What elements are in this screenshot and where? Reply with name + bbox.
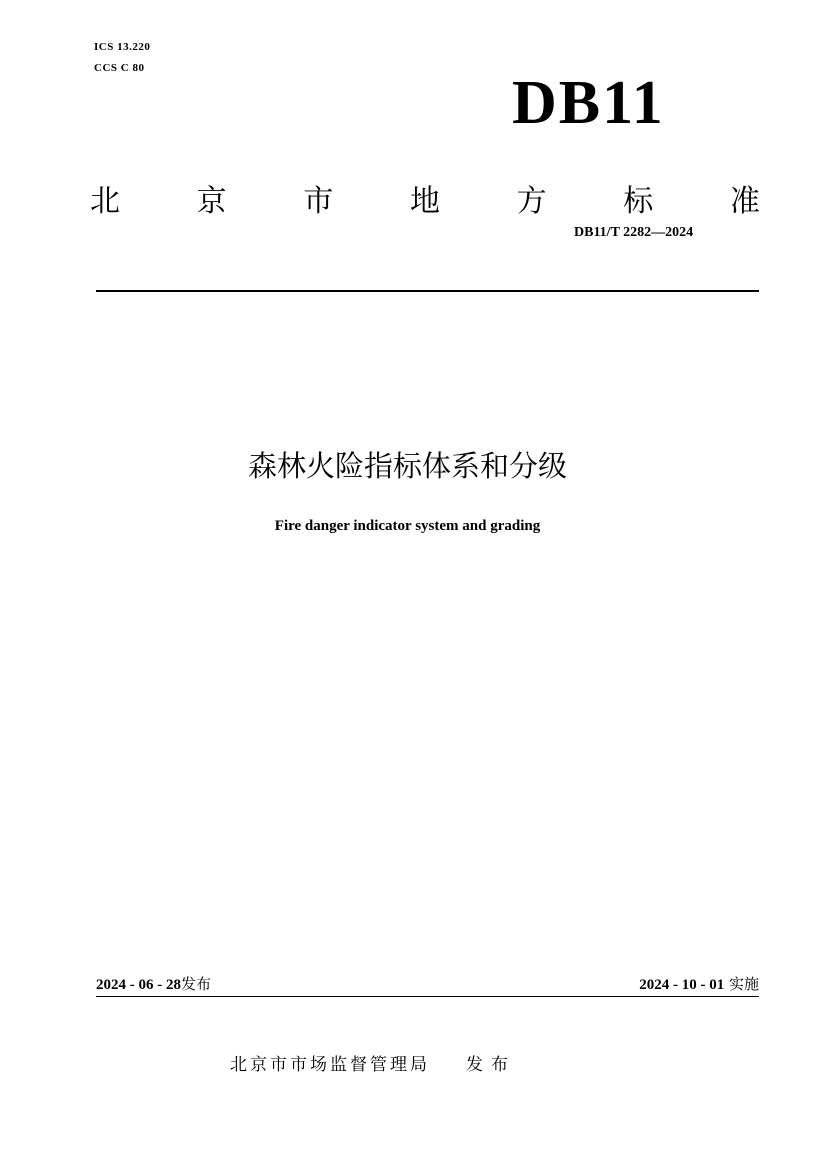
standard-type-char: 市 bbox=[303, 184, 334, 219]
db-mark: DB11 bbox=[512, 69, 665, 137]
implementation-date-label: 实施 bbox=[728, 975, 759, 993]
standard-type-char: 地 bbox=[409, 184, 440, 219]
issuer bbox=[230, 1053, 516, 1077]
ics-code: ICS 13.220 bbox=[94, 41, 151, 53]
issuer-action: 发布 bbox=[466, 1055, 516, 1075]
standard-number: DB11/T 2282—2024 bbox=[574, 225, 694, 240]
standard-type bbox=[90, 182, 760, 222]
title-chinese: 森林火险指标体系和分级 bbox=[247, 449, 567, 483]
issue-date-label: 发布 bbox=[181, 975, 212, 993]
issue-date-value: 2024 - 06 - 28 bbox=[96, 977, 181, 993]
bottom-divider bbox=[96, 996, 759, 997]
standard-type-char: 京 bbox=[196, 184, 227, 219]
ccs-code: CCS C 80 bbox=[94, 62, 145, 74]
standard-type-char: 方 bbox=[516, 184, 547, 219]
standard-type-char: 北 bbox=[90, 184, 120, 219]
top-divider bbox=[96, 290, 759, 292]
implementation-date bbox=[639, 974, 759, 995]
issuer-name: 北京市市场监督管理局 bbox=[230, 1055, 430, 1075]
implementation-date-value: 2024 - 10 - 01 bbox=[639, 977, 725, 993]
issue-date bbox=[96, 974, 211, 995]
title-english: Fire danger indicator system and grading bbox=[274, 518, 541, 534]
standard-type-char: 标 bbox=[623, 184, 654, 219]
standard-type-char: 准 bbox=[729, 184, 760, 219]
